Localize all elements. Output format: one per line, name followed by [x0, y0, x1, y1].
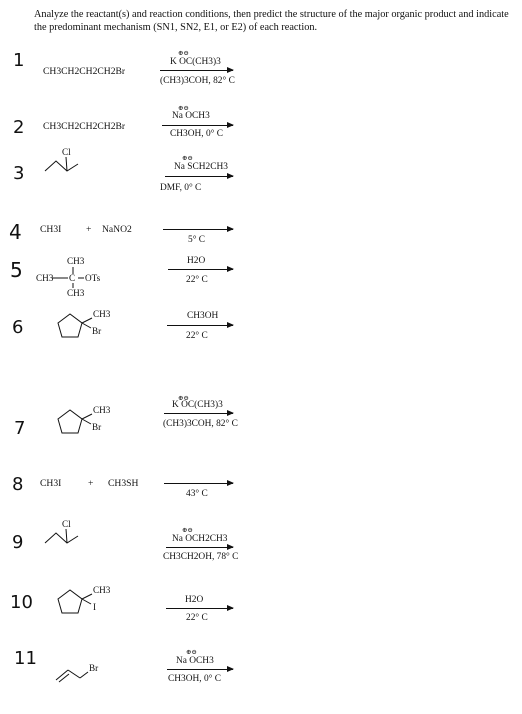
- reaction-arrow-7: [164, 413, 233, 414]
- reagent-6: CH3OH: [187, 311, 219, 321]
- charges-3: ⊕⊖: [182, 155, 193, 162]
- methyl-10: CH3: [93, 585, 111, 595]
- conditions-5: 22° C: [186, 275, 208, 285]
- charges-1: ⊕⊖: [178, 50, 189, 57]
- problem-number-7: 7: [14, 418, 26, 439]
- bromo-6: Br: [92, 326, 102, 336]
- reaction-arrow-2: [162, 125, 233, 126]
- problem-number-2: 2: [13, 117, 25, 138]
- reactant-b-4: NaNO2: [102, 224, 132, 235]
- iodo-10: I: [93, 602, 97, 612]
- conditions-11: CH3OH, 0° C: [168, 674, 221, 684]
- reaction-arrow-3: [165, 176, 233, 177]
- reaction-arrow-5: [168, 269, 233, 270]
- reactant-a-8: CH3I: [40, 478, 62, 489]
- methyl-7: CH3: [93, 405, 111, 415]
- reaction-arrow-4: [163, 229, 233, 230]
- conditions-4: 5° C: [188, 235, 206, 245]
- cyclopentane-structure-7: [52, 398, 122, 438]
- leaving-group-label-9: Cl: [62, 519, 71, 529]
- problem-number-4: 4: [9, 220, 22, 244]
- plus-4: +: [86, 224, 92, 235]
- charges-7: ⊕⊖: [178, 395, 189, 402]
- conditions-9: CH3CH2OH, 78° C: [163, 552, 239, 562]
- methyl-6: CH3: [93, 309, 111, 319]
- tertiary-tosylate-structure-5: [36, 255, 116, 305]
- reagent-2: Na OCH3: [172, 111, 210, 121]
- cyclopentane-structure-10: [52, 578, 122, 618]
- problem-number-5: 5: [10, 258, 23, 282]
- reactant-1: CH3CH2CH2CH2Br: [43, 66, 126, 77]
- instructions-text: Analyze the reactant(s) and reaction conditions, then predict the structure of the major organic product and indicate the predominant mechanism (SN1, SN2, E1, or E2) of each reaction.: [34, 9, 509, 33]
- charges-9: ⊕⊖: [182, 527, 193, 534]
- reagent-1: K OC(CH3)3: [170, 57, 221, 67]
- reagent-10: H2O: [185, 595, 204, 605]
- reaction-arrow-9: [166, 547, 233, 548]
- allyl-bromide-structure-11: [54, 658, 124, 688]
- reaction-arrow-8: [164, 483, 233, 484]
- reagent-3: Na SCH2CH3: [174, 162, 228, 172]
- problem-number-1: 1: [13, 50, 25, 71]
- bromo-11: Br: [89, 663, 99, 673]
- conditions-3: DMF, 0° C: [160, 183, 202, 193]
- top-methyl-5: CH3: [67, 256, 85, 266]
- left-methyl-5: CH3: [36, 273, 54, 283]
- reagent-7: K OC(CH3)3: [172, 400, 223, 410]
- plus-8: +: [88, 478, 94, 489]
- bottom-methyl-5: CH3: [67, 288, 85, 298]
- bromo-7: Br: [92, 422, 102, 432]
- conditions-1: (CH3)3COH, 82° C: [160, 76, 235, 86]
- problem-number-8: 8: [12, 474, 24, 495]
- conditions-10: 22° C: [186, 613, 208, 623]
- reagent-11: Na OCH3: [176, 656, 214, 666]
- reaction-arrow-6: [167, 325, 233, 326]
- charges-2: ⊕⊖: [178, 105, 189, 112]
- reaction-arrow-10: [166, 608, 233, 609]
- reactant-2: CH3CH2CH2CH2Br: [43, 121, 126, 132]
- conditions-2: CH3OH, 0° C: [170, 129, 223, 139]
- cyclopentane-structure-6: [52, 302, 122, 342]
- reagent-9: Na OCH2CH3: [172, 534, 228, 544]
- reaction-arrow-11: [167, 669, 233, 670]
- problem-number-11: 11: [14, 648, 37, 669]
- problem-number-3: 3: [13, 163, 25, 184]
- chloroalkane-structure-3: [40, 146, 100, 186]
- conditions-8: 43° C: [186, 489, 208, 499]
- conditions-6: 22° C: [186, 331, 208, 341]
- chloroalkane-structure-9: [40, 518, 100, 558]
- problem-number-10: 10: [10, 592, 33, 613]
- conditions-7: (CH3)3COH, 82° C: [163, 419, 238, 429]
- reactant-b-8: CH3SH: [108, 478, 139, 489]
- problem-number-6: 6: [12, 317, 24, 338]
- leaving-group-label-3: Cl: [62, 147, 71, 157]
- reagent-5: H2O: [187, 256, 206, 266]
- tosylate-5: OTs: [85, 273, 101, 283]
- problem-number-9: 9: [12, 532, 24, 553]
- charges-11: ⊕⊖: [186, 649, 197, 656]
- reaction-arrow-1: [160, 70, 233, 71]
- reactant-a-4: CH3I: [40, 224, 62, 235]
- central-carbon-5: C: [69, 273, 76, 283]
